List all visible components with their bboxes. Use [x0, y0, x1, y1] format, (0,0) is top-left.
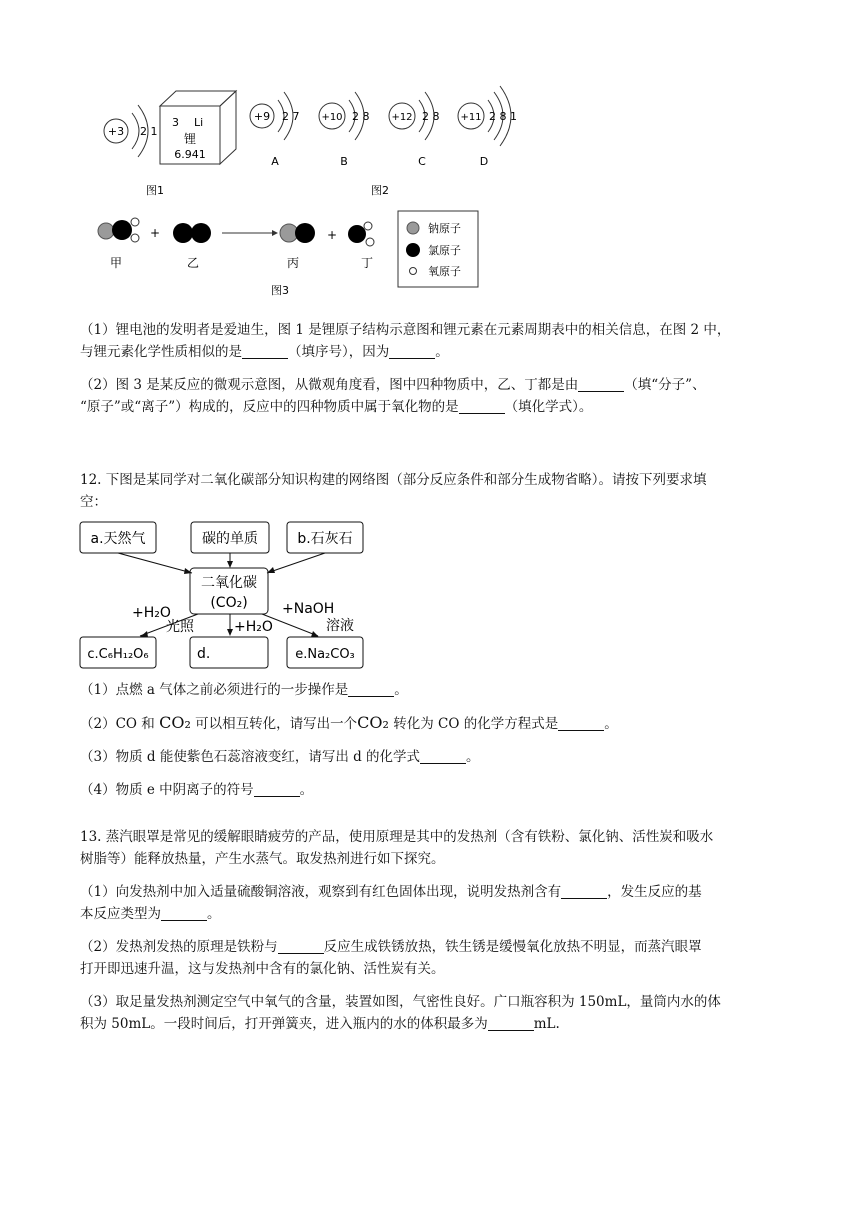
box-a: a.天然气 [90, 531, 146, 547]
q12-item3: （3）物质 d 能使紫色石蕊溶液变红，请写出 d 的化学式 。 [80, 749, 480, 765]
atom-C-nucleus: +12 [391, 112, 413, 123]
plus-sign-1: + [149, 226, 161, 240]
atom-B-nucleus: +10 [321, 112, 343, 123]
answer-blank[interactable] [254, 782, 300, 797]
q13-item3-line1: （3）取足量发热剂测定空气中氧气的含量，装置如图，气密性良好。广口瓶容积为 150mL，量筒内水的体 [80, 994, 721, 1010]
q13-intro-line2: 树脂等）能释放热量，产生水蒸气。取发热剂进行如下探究。 [80, 851, 445, 867]
q12-item1: （1）点燃 a 气体之前必须进行的一步操作是 。 [80, 682, 408, 698]
q13-item1-line2: 本反应类型为 。 [80, 906, 221, 922]
q13-item3-line2: 积为 50mL。一段时间后，打开弹簧夹，进入瓶内的水的体积最多为 mL. [80, 1016, 560, 1032]
label-h2o-left: +H₂O [132, 605, 171, 621]
label-yi: 乙 [186, 256, 200, 270]
q13-item2-line2: 打开即迅速升温，这与发热剂中含有的氯化钠、活性炭有关。 [80, 961, 445, 977]
q11-line1: （1）锂电池的发明者是爱迪生，图 1 是锂原子结构示意图和锂元素在元素周期表中的相关信息，在图 2 中， [80, 322, 731, 338]
answer-blank[interactable] [561, 884, 607, 899]
label-bing: 丙 [286, 256, 300, 270]
answer-blank[interactable] [558, 716, 604, 731]
lithium-shells: 2 1 [140, 125, 158, 138]
atom-A-nucleus: +9 [253, 110, 271, 123]
label-light: 光照 [166, 619, 194, 635]
atom-B-shells: 2 8 [352, 110, 370, 123]
atom-A-label: A [271, 155, 279, 168]
q11-line2: 与锂元素化学性质相似的是 （填序号），因为 。 [80, 344, 449, 360]
q13-intro-line1: 13. 蒸汽眼罩是常见的缓解眼睛疲劳的产品，使用原理是其中的发热剂（含有铁粉、氯化钠、活性炭和吸水 [80, 829, 714, 845]
element-mass: 6.941 [174, 148, 206, 161]
figure3-caption: 图3 [271, 284, 289, 297]
element-name: 锂 [183, 132, 197, 146]
label-naoh: +NaOH [282, 601, 335, 617]
box-b: b.石灰石 [297, 531, 353, 547]
atom-A-shells: 2 7 [282, 110, 300, 123]
answer-blank[interactable] [278, 939, 324, 954]
q11-line3: （2）图 3 是某反应的微观示意图，从微观角度看，图中四种物质中，乙、丁都是由 （填“分子”、 [80, 377, 706, 393]
question-12-items [80, 679, 786, 801]
question-13 [80, 826, 786, 1035]
atom-C-label: C [418, 155, 426, 168]
legend-oxygen: 氧原子 [428, 265, 461, 278]
label-h2o-mid: +H₂O [234, 619, 273, 635]
q13-item1-line1: （1）向发热剂中加入适量硫酸铜溶液，观察到有红色固体出现，说明发热剂含有 ，发生反应的基 [80, 884, 702, 900]
element-symbol: Li [194, 116, 204, 129]
atom-D-label: D [479, 155, 489, 168]
figure1-caption: 图1 [146, 184, 164, 197]
center-co2-line2: (CO₂) [210, 595, 248, 611]
q12-item4: （4）物质 e 中阴离子的符号 。 [80, 782, 314, 798]
label-solution: 溶液 [326, 618, 354, 634]
legend-sodium: 钠原子 [428, 222, 461, 235]
lithium-nucleus: +3 [107, 125, 125, 138]
figure2-caption: 图2 [371, 184, 389, 197]
q12-intro-line1: 12. 下图是某同学对二氧化碳部分知识构建的网络图（部分反应条件和部分生成物省略）。请按下列要求填 [80, 472, 707, 488]
box-c: c.C₆H₁₂O₆ [87, 647, 149, 662]
box-d: d. [197, 646, 211, 662]
answer-blank[interactable] [488, 1016, 534, 1031]
label-ding: 丁 [360, 256, 374, 270]
answer-blank[interactable] [420, 749, 466, 764]
box-e: e.Na₂CO₃ [295, 647, 355, 662]
plus-sign-2: + [326, 228, 338, 242]
atom-D-nucleus: +11 [460, 112, 482, 123]
label-jia: 甲 [109, 256, 123, 270]
answer-blank[interactable] [161, 906, 207, 921]
q11-line4: “原子”或“离子”）构成的，反应中的四种物质中属于氧化物的是 （填化学式）。 [80, 399, 593, 415]
box-carbon: 碳的单质 [202, 531, 258, 547]
legend-chlorine: 氯原子 [428, 244, 461, 257]
element-number: 3 [172, 116, 179, 129]
atom-C-shells: 2 8 [422, 110, 440, 123]
center-co2-line1: 二氧化碳 [201, 575, 257, 591]
atom-B-label: B [340, 155, 348, 168]
q12-item2: （2）CO 和 CO₂ 可以相互转化，请写出一个CO₂ 转化为 CO 的化学方程式是 。 [80, 713, 618, 732]
atom-D-shells: 2 8 1 [489, 110, 517, 123]
q13-item2-line1: （2）发热剂发热的原理是铁粉与 反应生成铁锈放热，铁生锈是缓慢氧化放热不明显，而蒸汽眼罩 [80, 939, 702, 955]
answer-blank[interactable] [348, 682, 394, 697]
q12-intro-line2: 空： [80, 494, 107, 510]
